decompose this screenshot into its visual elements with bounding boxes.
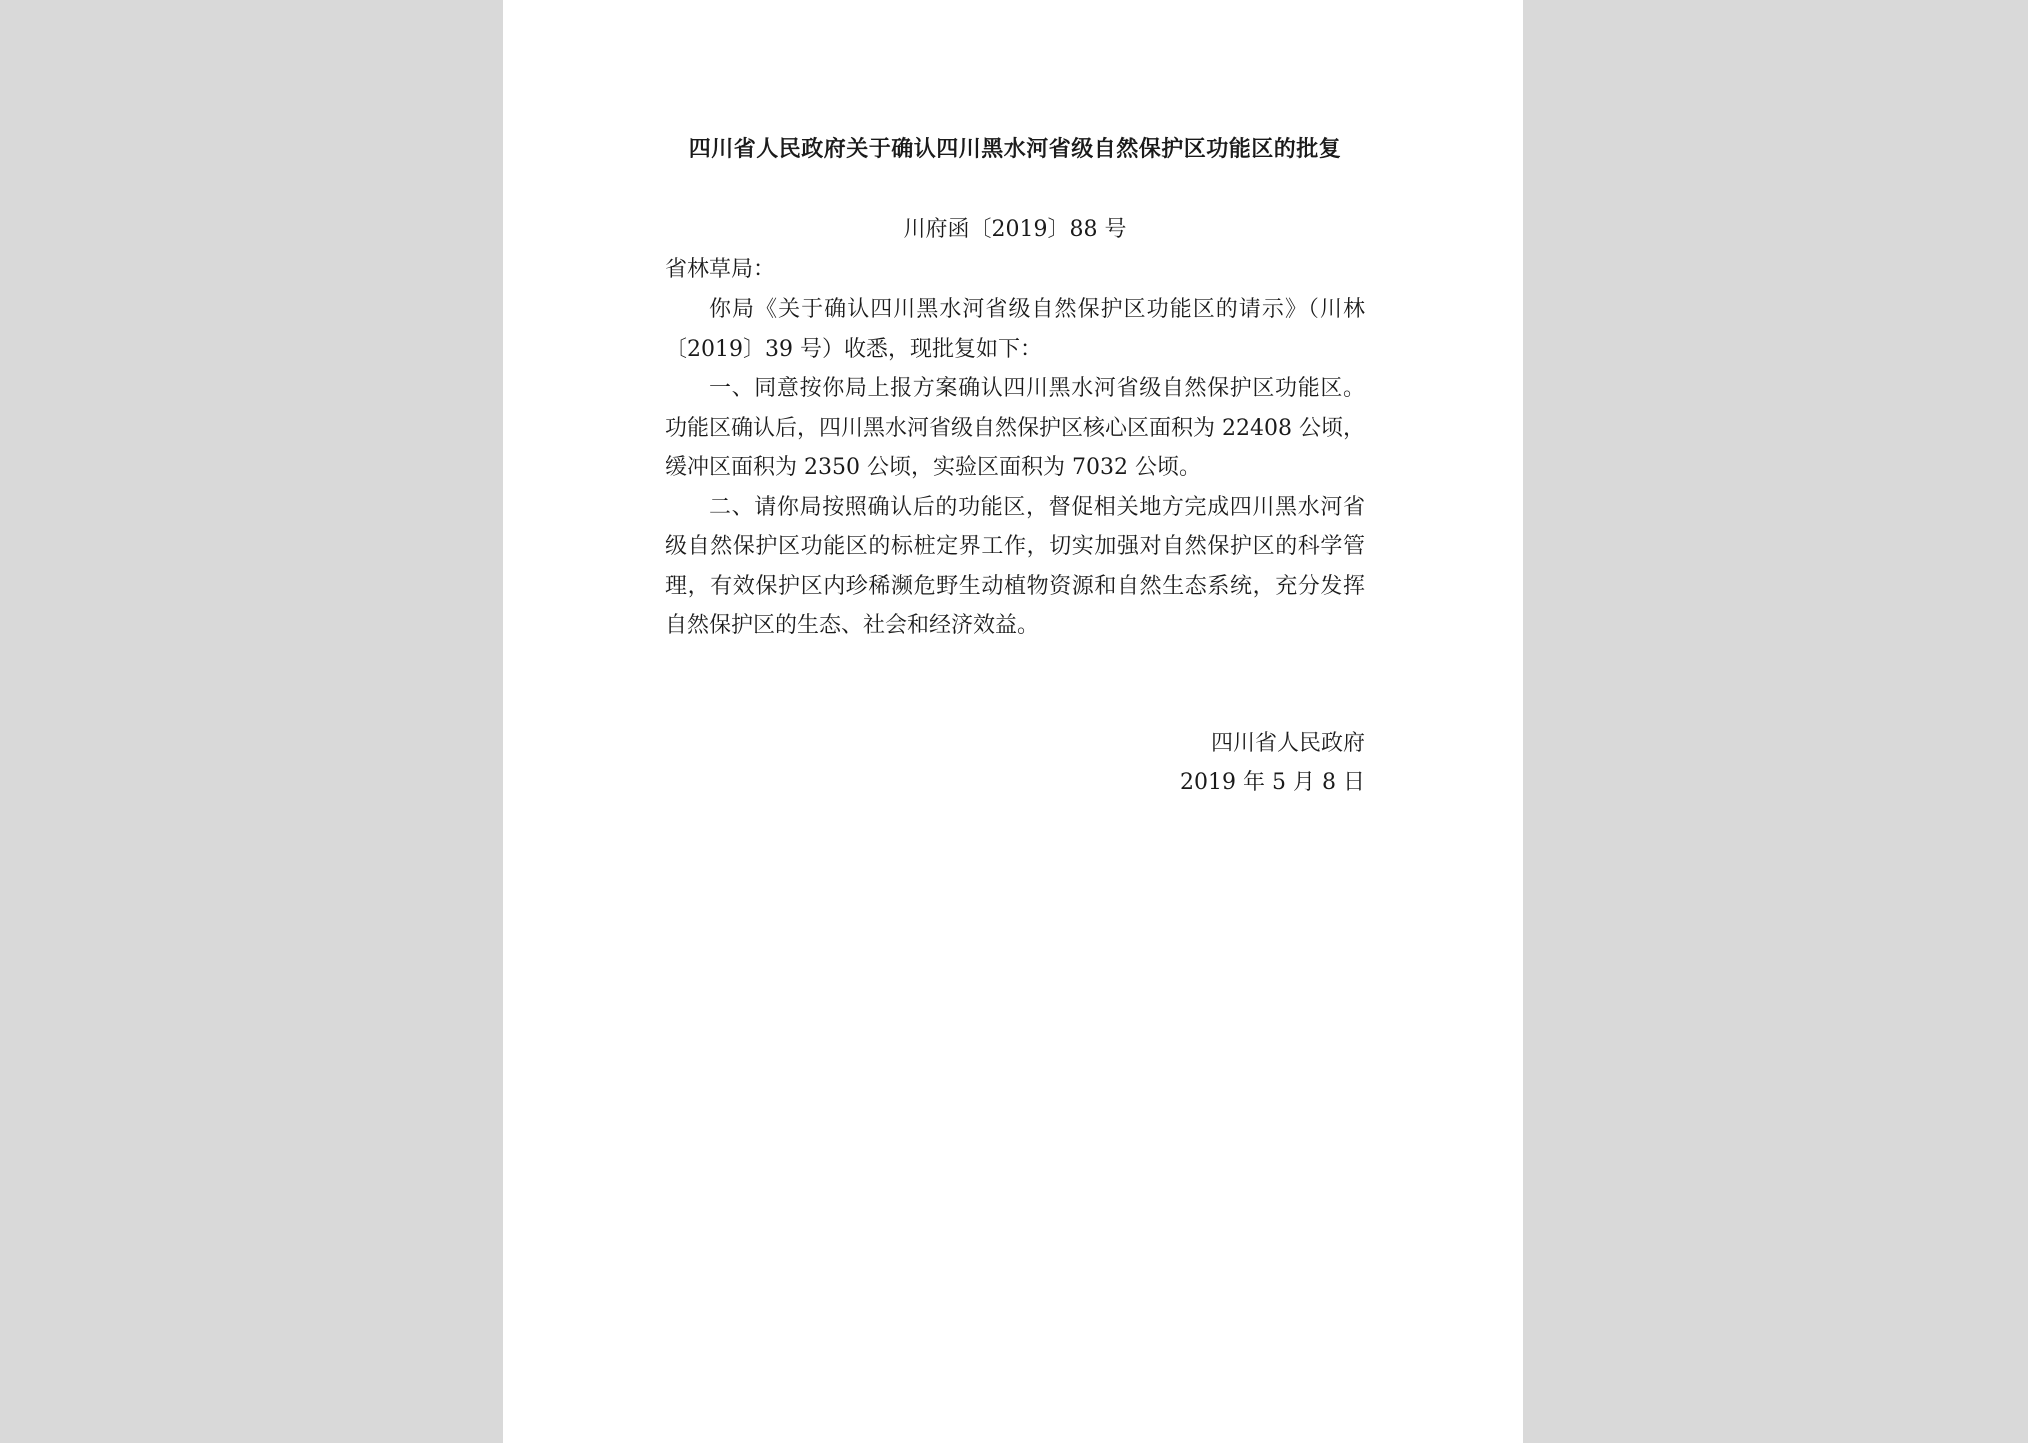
body-paragraph: 一、同意按你局上报方案确认四川黑水河省级自然保护区功能区。功能区确认后，四川黑水河省级自然保护区核心区面积为 22408 公顷，缓冲区面积为 2350 公顷，实验区面积为 7032 公顷。 xyxy=(665,376,1365,480)
issue-date: 2019 年 5 月 8 日 xyxy=(1180,770,1365,795)
issuer-name: 四川省人民政府 xyxy=(1210,731,1365,756)
body-paragraph: 二、请你局按照确认后的功能区，督促相关地方完成四川黑水河省级自然保护区功能区的标桩定界工作，切实加强对自然保护区的科学管理，有效保护区内珍稀濒危野生动植物资源和自然生态系统，充分发挥自然保护区的生态、社会和经济效益。 xyxy=(665,494,1365,638)
document-page xyxy=(503,0,1523,1443)
document-title: 四川省人民政府关于确认四川黑水河省级自然保护区功能区的批复 xyxy=(688,136,1342,162)
addressee: 省林草局： xyxy=(665,257,776,282)
document-number: 川府函〔2019〕88 号 xyxy=(903,217,1127,242)
signature-block xyxy=(665,724,1365,802)
document-body xyxy=(665,290,1365,646)
body-paragraph: 你局《关于确认四川黑水河省级自然保护区功能区的请示》（川林〔2019〕39 号）收悉，现批复如下： xyxy=(665,297,1365,362)
